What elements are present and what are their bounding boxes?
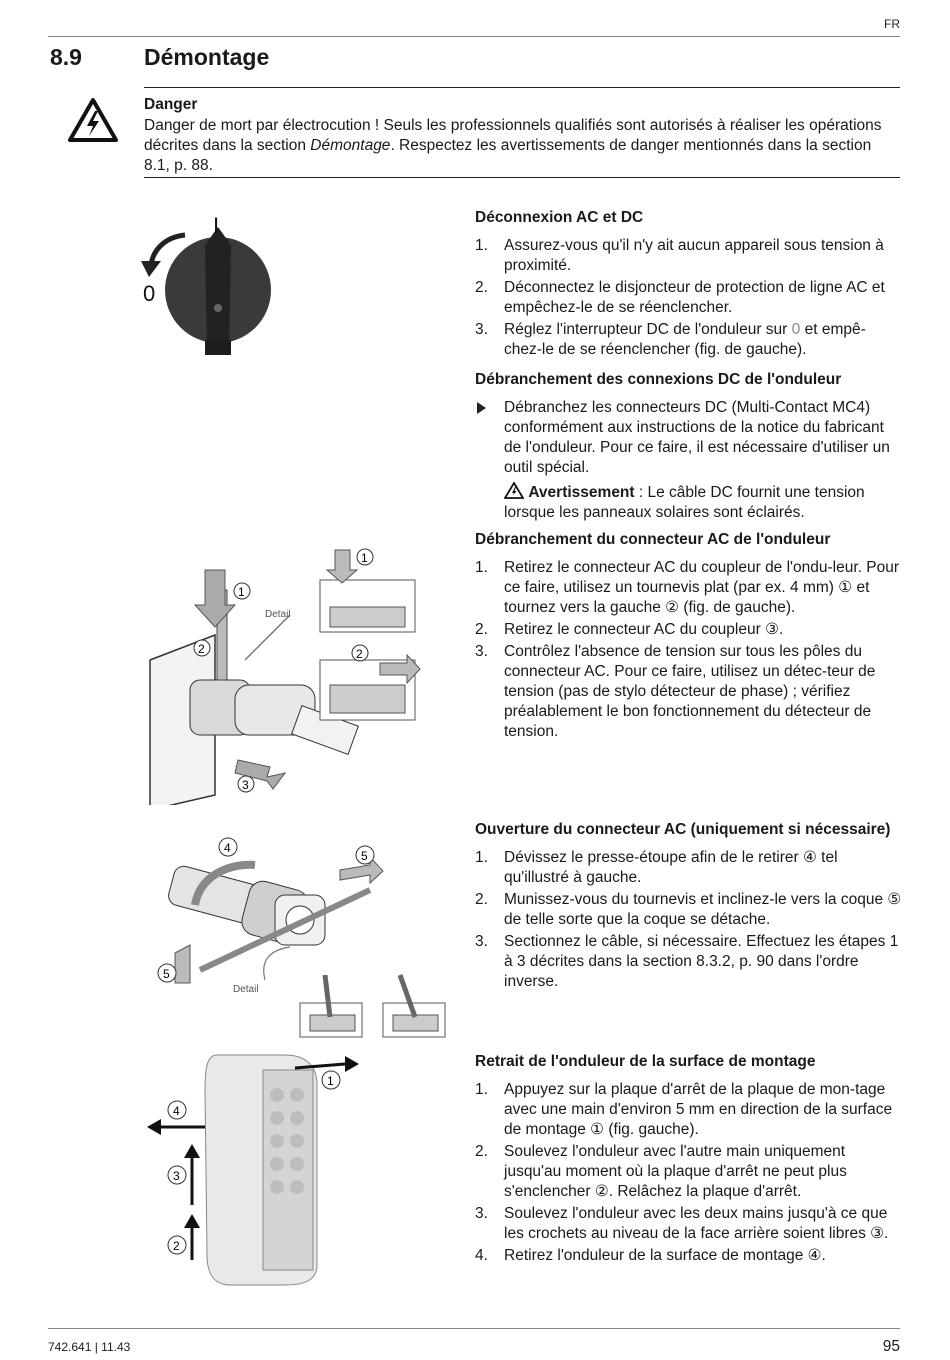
callout-2-detail: 2 <box>356 647 363 661</box>
dc-switch-figure <box>135 205 285 365</box>
list-item: 4. Retirez l'onduleur de la surface de montage ④. <box>475 1247 826 1264</box>
callout-3-mount: 3 <box>173 1169 180 1183</box>
detail-label-2: Detail <box>233 984 259 995</box>
callout-1: 1 <box>238 585 245 599</box>
list-item: 3. Sectionnez le câble, si nécessaire. Effectuez les étapes 1 à 3 décrites dans la section 8.3.2, p. 90 dans l'ordre inverse. <box>475 933 899 990</box>
danger-rule-bottom <box>144 177 900 178</box>
callout-3: 3 <box>242 778 249 792</box>
list-item: 1. Retirez le connecteur AC du coupleur de l'ondu-leur. Pour ce faire, utilisez un tournevis plat (par ex. 4 mm) ① et tournez vers la gauche ② (fig. de gauche). <box>475 559 900 616</box>
callout-4: 4 <box>224 841 231 855</box>
callout-1-detail: 1 <box>361 551 368 565</box>
warning-icon <box>504 482 524 499</box>
callout-2-mount: 2 <box>173 1239 180 1253</box>
ac-connector-figure <box>145 545 450 805</box>
switch-off-label: 0 <box>143 281 156 306</box>
list-item: 3. Contrôlez l'absence de tension sur tous les pôles du connecteur AC. Pour ce faire, utilisez un détec-teur de tension (pas de stylo détecteur de phase) ; vérifiez préalablement le bon fonctionnement du détecteur de tension. <box>475 643 876 740</box>
list-item: 1. Appuyez sur la plaque d'arrêt de la plaque de mon-tage avec une main d'environ 5 mm en direction de la surface de montage ① (fig. gauche). <box>475 1081 893 1138</box>
ac-open-block <box>475 820 903 994</box>
dc-ac-disconnect-heading: Déconnexion AC et DC <box>475 209 644 226</box>
list-item: 2. Retirez le connecteur AC du coupleur ③. <box>475 621 784 638</box>
danger-heading: Danger <box>144 96 198 113</box>
ac-unplug-block <box>475 530 903 744</box>
list-item: 1. Assurez-vous qu'il n'y ait aucun appareil sous tension à proximité. <box>475 237 884 274</box>
ac-unplug-heading: Débranchement du connecteur AC de l'onduleur <box>475 531 831 548</box>
list-item: 2. Déconnectez le disjoncteur de protection de ligne AC et empêchez-le de se réenclencher. <box>475 279 885 316</box>
list-item: 3. Soulevez l'onduleur avec les deux mains jusqu'à ce que les crochets au niveau de la face arrière soient libres ③. <box>475 1205 889 1242</box>
dc-ac-disconnect-steps <box>475 236 903 360</box>
list-item: 2. Soulevez l'onduleur avec l'autre main uniquement jusqu'au moment où la plaque d'arrêt ne peut plus s'enclencher ②. Relâchez la plaque d'arrêt. <box>475 1143 847 1200</box>
dc-warning: Avertissement : Le câble DC fournit une tension lorsque les panneaux solaires sont éclairés. <box>504 484 865 521</box>
header-rule <box>48 36 900 37</box>
danger-text: Danger de mort par électrocution ! Seuls les professionnels qualifiés sont autorisés à réaliser les opérations décrites dans la section Démontage. Respectez les avertissements de danger mentionnés dans la section 8.1, p. 88. <box>144 117 882 174</box>
callout-2: 2 <box>198 642 205 656</box>
footer-rule <box>48 1328 900 1329</box>
document-number: 742.641 | 11.43 <box>48 1340 131 1354</box>
dc-unplug-block <box>475 370 903 523</box>
ac-connector-open-figure <box>155 835 450 1040</box>
dc-ac-disconnect-block <box>475 208 903 362</box>
inverter-removal-heading: Retrait de l'onduleur de la surface de montage <box>475 1053 816 1070</box>
detail-label: Detail <box>265 609 291 620</box>
danger-rule-top <box>144 87 900 88</box>
inverter-removal-figure <box>145 1050 375 1290</box>
callout-4-mount: 4 <box>173 1104 180 1118</box>
list-item: 3. Réglez l'interrupteur DC de l'onduleur sur 0 et empê-chez-le de se réenclencher (fig. de gauche). <box>475 321 866 358</box>
page-number: 95 <box>882 1338 900 1355</box>
dc-unplug-bullet: Débranchez les connecteurs DC (Multi-Contact MC4) conformément aux instructions de la notice du fabricant de l'onduleur. Pour ce faire, il est nécessaire d'utiliser un outil spécial. <box>475 398 903 478</box>
callout-5: 5 <box>361 849 368 863</box>
inverter-removal-block <box>475 1052 903 1268</box>
section-title: Démontage <box>144 44 270 70</box>
ac-open-heading: Ouverture du connecteur AC (uniquement si nécessaire) <box>475 821 891 838</box>
list-item: 1. Dévissez le presse-étoupe afin de le retirer ④ tel qu'illustré à gauche. <box>475 849 838 886</box>
switch-on-label: I <box>213 213 220 238</box>
section-number: 8.9 <box>50 44 82 70</box>
electric-hazard-icon <box>68 98 118 142</box>
callout-5-left: 5 <box>163 967 170 981</box>
list-item: 2. Munissez-vous du tournevis et inclinez-le vers la coque ⑤ de telle sorte que la coque se détache. <box>475 891 902 928</box>
language-label: FR <box>884 17 900 31</box>
dc-unplug-heading: Débranchement des connexions DC de l'onduleur <box>475 371 842 388</box>
callout-1-mount: 1 <box>327 1074 334 1088</box>
